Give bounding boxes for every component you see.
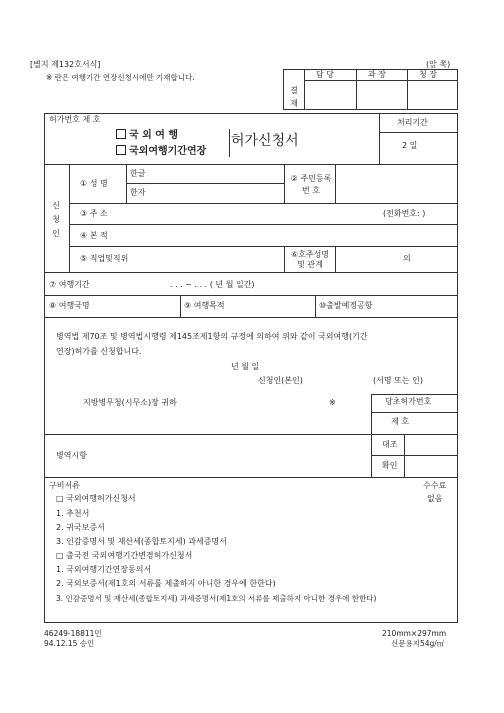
approval-label: 결 재: [290, 86, 298, 108]
declaration-line1: 병역법 제70조 및 병역법시행령 제145조제1항의 규정에 의하여 위와 같이 국외여행(기간: [56, 332, 368, 341]
option-travel-extension-label: 국외여행기간연장: [129, 146, 207, 157]
doc-item-section1: □ 국외여행허가신청서: [56, 494, 136, 503]
household-head-label: ⑥호주성명 및 관계: [290, 250, 330, 269]
front-side-label: (앞 쪽): [426, 60, 451, 69]
doc-item-return-guarantee: 2. 귀국보증서: [56, 523, 105, 532]
processing-period-value: 2 일: [402, 141, 418, 150]
household-head-suffix: 의: [403, 254, 411, 263]
approval-col-director: 청 장: [419, 70, 437, 79]
signature-note: (서명 또는 인): [373, 376, 423, 385]
name-label: ① 성 명: [80, 179, 108, 188]
footer-paper-type: 신문용지54g/㎡: [391, 639, 445, 648]
permit-number-label: 허가번호 제 호: [49, 115, 101, 124]
applicant-signature-label: 신청인(본인): [258, 376, 303, 385]
check-compare-label: 대조: [382, 440, 398, 449]
footer-code: 46249-18811민: [44, 629, 102, 638]
form-title: 허가신청서: [231, 133, 299, 149]
check-confirm-label: 확인: [382, 461, 398, 470]
doc-item-section2: □ 출국전 국외여행기간변경허가신청서: [56, 551, 193, 560]
processing-period-label: 처리기간: [397, 118, 428, 127]
approval-col-section-chief: 과 장: [368, 70, 386, 79]
doc-item-seal-tax-cert: 3. 인감증명서 및 재산세(종합토지세) 과세증명서: [56, 537, 227, 546]
address-label: ③ 주 소: [80, 209, 108, 218]
declaration-date: 년 월 일: [231, 362, 260, 371]
original-permit-label: 당초허가번호: [385, 397, 432, 406]
office-label: 병역시항: [56, 451, 87, 460]
option-overseas-travel-label: 국 외 여 행: [129, 130, 179, 141]
footer-approval-date: 94.12.15 승인: [44, 639, 95, 648]
form-number: [별지 제132호서식]: [30, 60, 101, 69]
option-travel-extension[interactable]: [116, 145, 206, 157]
option-overseas-travel[interactable]: [116, 129, 178, 141]
travel-country-label: ⑧ 여행국명: [49, 301, 90, 310]
doc-item-seal-tax-cert-2: 3. 인감증명서 및 재산세(종합토지세) 과세증명서(제1호의 서류를 제출하지 아니한 경우에 한한다): [56, 594, 377, 603]
star-mark: ※: [329, 398, 336, 407]
checkbox-icon[interactable]: [116, 145, 126, 155]
addressee: 지방병무청(시무소)장 귀하: [83, 398, 177, 407]
documents-title: 구비서류: [49, 481, 80, 490]
declaration-line2: 연장)허가를 신청합니다.: [56, 347, 142, 356]
name-hangul-label: 한글: [130, 169, 146, 178]
doc-item-recommendation: 1. 추천서: [56, 509, 90, 518]
phone-label: (전화번호: ): [383, 209, 426, 218]
fee-label: 수수료: [423, 481, 447, 490]
approval-col-staff: 담 당: [316, 70, 334, 79]
doc-item-overseas-guarantee: 2. 국외보증서(제1호의 서류를 제출하지 아니한 경우에 한한다): [56, 579, 276, 588]
job-label: ⑤ 직업및직위: [80, 254, 129, 263]
doc-item-extension-consent: 1. 국외여행기간연장동의서: [56, 565, 152, 574]
name-hanja-label: 한자: [130, 188, 146, 197]
original-permit-value: 제 호: [391, 417, 409, 426]
travel-period-label: ⑦ 여행기간: [49, 280, 90, 289]
applicant-side-label: 신 청 인: [52, 201, 60, 238]
footer-paper-size: 210mm×297mm: [382, 629, 447, 638]
domicile-label: ④ 본 적: [80, 231, 108, 240]
travel-period-value[interactable]: . . . ~ . . . ( 년 월 일간): [170, 280, 255, 289]
form-note: ※ 란은 여행기간 연장신청시에만 기재합니다.: [46, 73, 195, 82]
travel-purpose-label: ⑨ 여행목적: [184, 301, 225, 310]
rrn-label: ② 주민등록 번 호: [290, 174, 332, 195]
checkbox-icon[interactable]: [116, 129, 126, 139]
fee-value: 없음: [427, 494, 443, 503]
departure-port-label: ⑩출발예정공항: [319, 301, 373, 310]
